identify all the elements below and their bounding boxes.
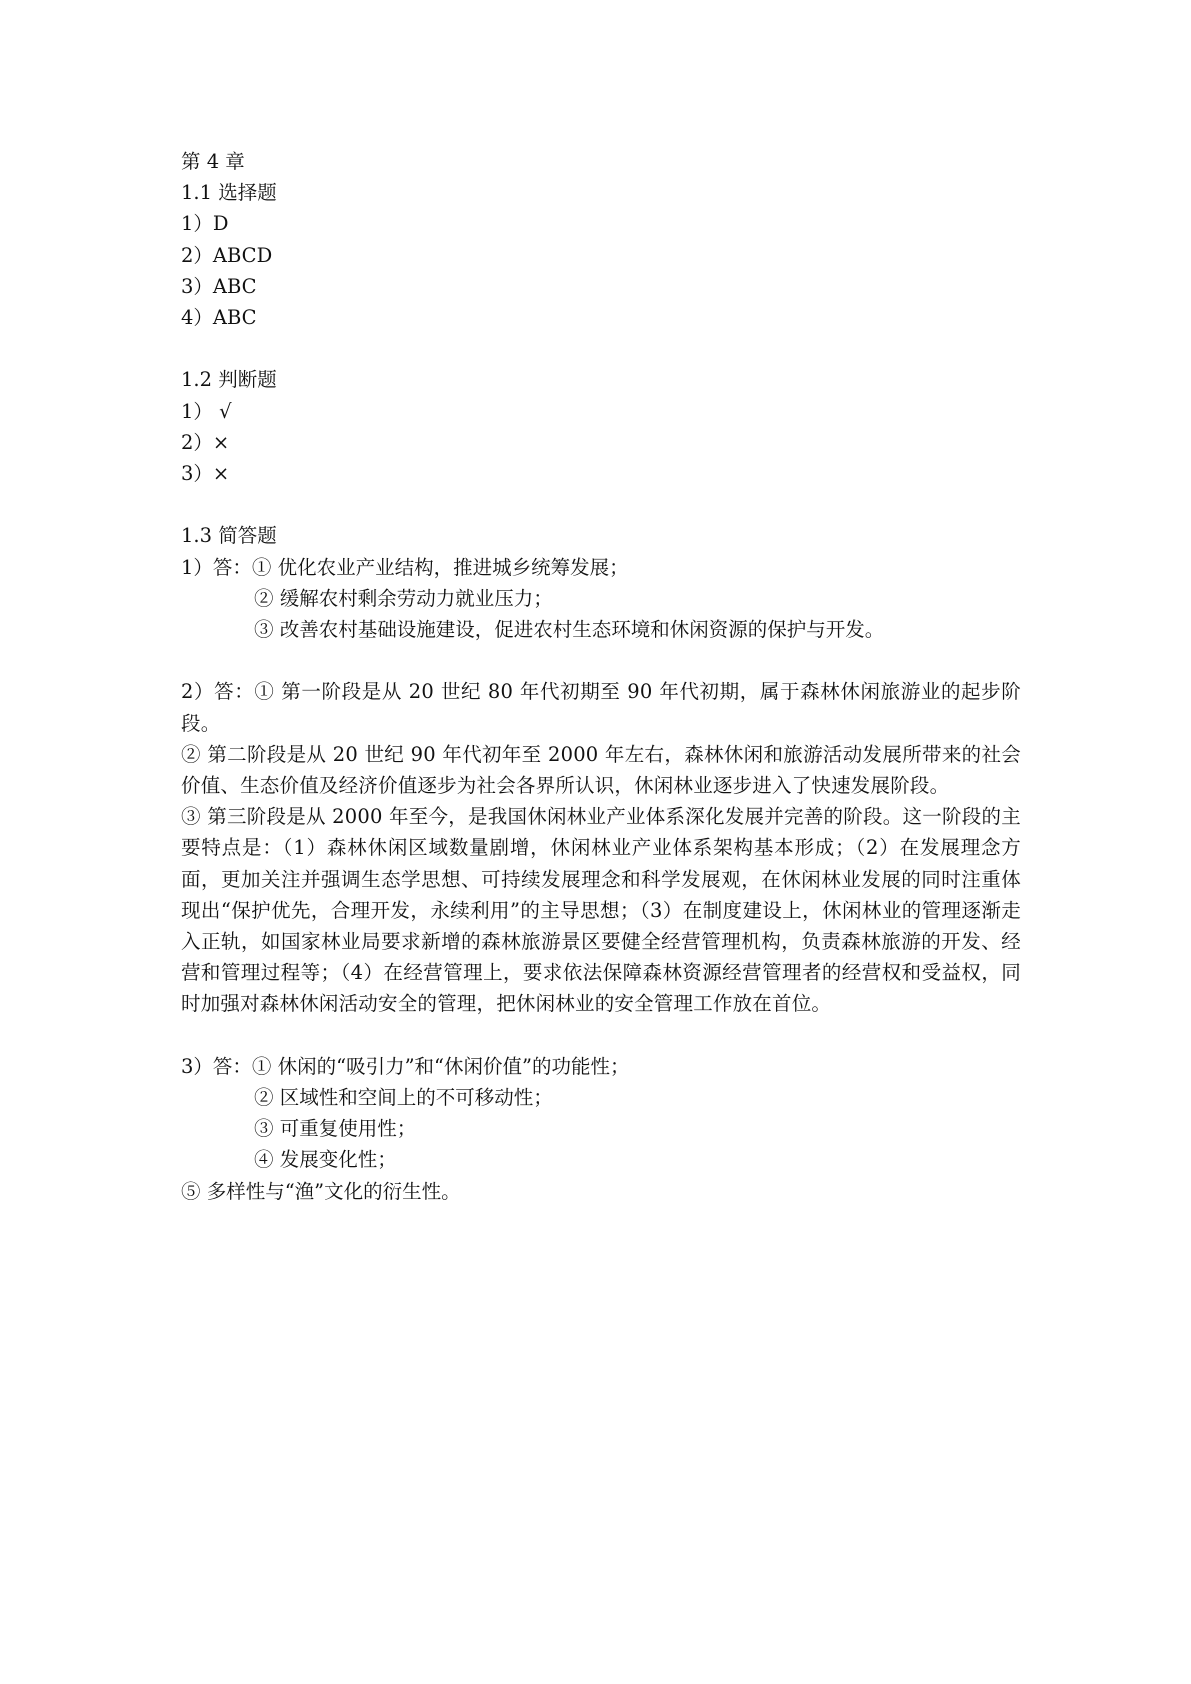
q3-answer-line: ⑤ 多样性与“渔”文化的衍生性。 [181, 1179, 461, 1203]
document-body [181, 146, 1021, 1207]
q2-paragraph: 2）答：① 第一阶段是从 20 世纪 80 年代初期至 90 年代初期，属于森林休闲旅游业的起步阶段。 [181, 680, 1021, 735]
choice-answer: 4）ABC [181, 306, 257, 330]
judge-answer: 1） √ [181, 399, 232, 423]
q3-answer-line: 3）答：① 休闲的“吸引力”和“休闲价值”的功能性； [181, 1054, 630, 1078]
q1-answer-line: 1）答：① 优化农业产业结构，推进城乡统筹发展； [181, 555, 629, 579]
spacer [181, 333, 1021, 364]
spacer [181, 645, 1021, 676]
choice-answer: 3）ABC [181, 274, 257, 298]
chapter-title: 第 4 章 [181, 150, 245, 173]
q3-answer-line: ③ 可重复使用性； [254, 1117, 417, 1141]
choice-answer: 2）ABCD [181, 243, 273, 267]
q2-paragraph: ② 第二阶段是从 20 世纪 90 年代初年至 2000 年左右，森林休闲和旅游活动发展所带来的社会价值、生态价值及经济价值逐步为社会各界所认识，休闲林业逐步进入了快速发展阶段。 [181, 742, 1021, 798]
q1-answer-line: ② 缓解农村剩余劳动力就业压力； [254, 586, 553, 610]
judge-answer: 3）× [181, 462, 230, 486]
q3-answer-line: ② 区域性和空间上的不可移动性； [254, 1086, 553, 1110]
spacer [181, 1020, 1021, 1051]
q3-answer-line: ④ 发展变化性； [254, 1148, 397, 1172]
short-heading: 1.3 简答题 [181, 524, 277, 548]
judge-heading: 1.2 判断题 [181, 368, 277, 392]
q1-answer-line: ③ 改善农村基础设施建设，促进农村生态环境和休闲资源的保护与开发。 [254, 618, 885, 642]
choice-heading: 1.1 选择题 [181, 181, 277, 205]
spacer [181, 489, 1021, 520]
q2-paragraph: ③ 第三阶段是从 2000 年至今，是我国休闲林业产业体系深化发展并完善的阶段。这一阶段的主要特点是：（1）森林休闲区域数量剧增，休闲林业产业体系架构基本形成；（2）在发展理念方面，更加关注并强调生态学思想、可持续发展理念和科学发展观，在休闲林业发展的同时注重体现出“保护优先，合理开发，永续利用”的主导思想；（3）在制度建设上，休闲林业的管理逐渐走入正轨，如国家林业局要求新增的森林旅游景区要健全经营管理机构，负责森林旅游的开发、经营和管理过程等；（4）在经营管理上，要求依法保障森林资源经营管理者的经营权和受益权，同时加强对森林休闲活动安全的管理，把休闲林业的安全管理工作放在首位。 [181, 805, 1022, 1016]
judge-answer: 2）× [181, 430, 230, 454]
choice-answer: 1）D [181, 212, 229, 236]
